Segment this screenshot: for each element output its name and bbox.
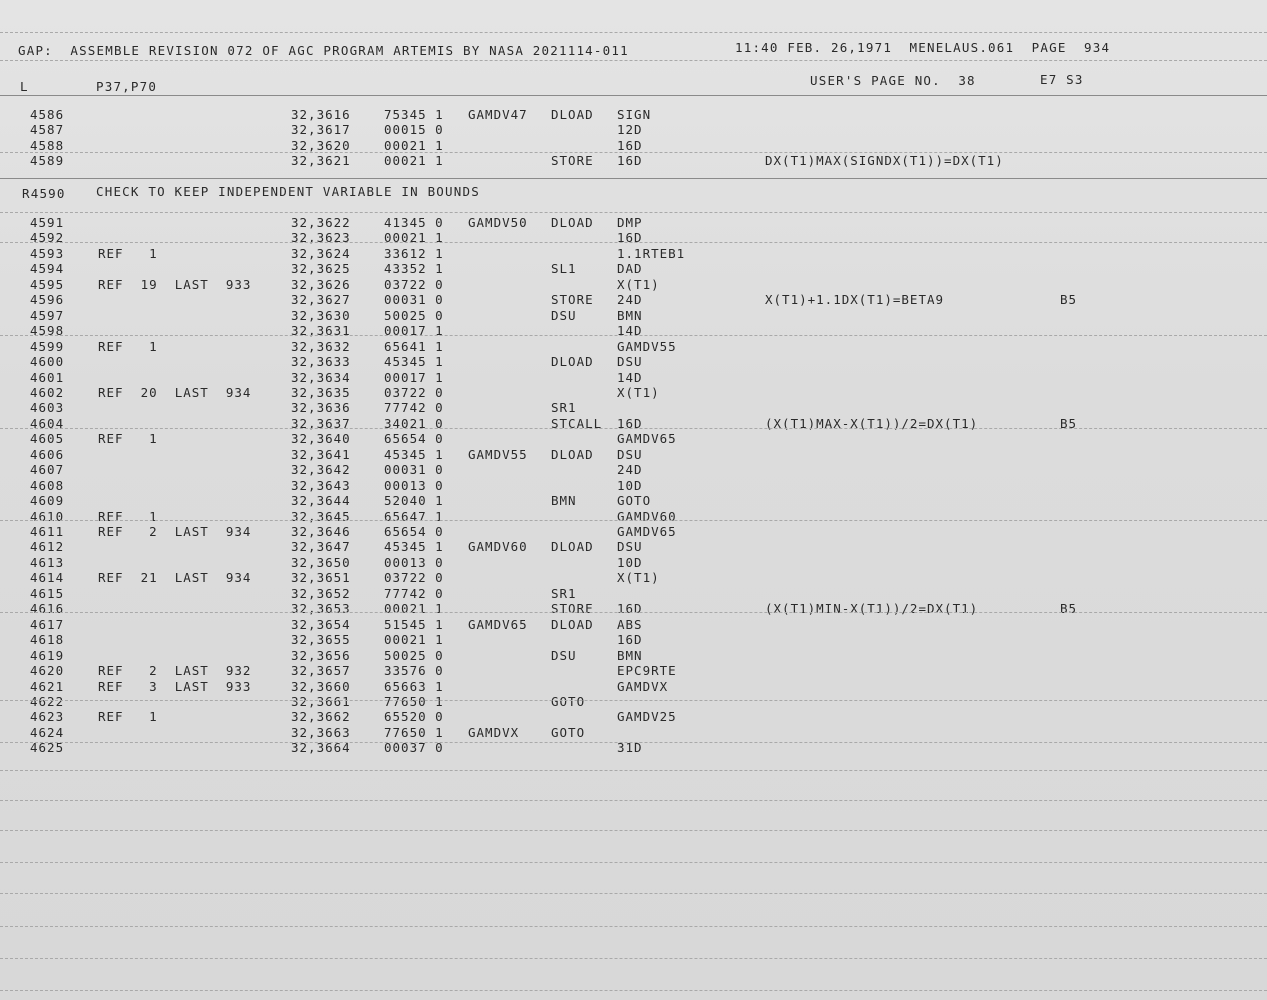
address: 32,3626 (291, 276, 351, 292)
octal-word: 77742 0 (384, 400, 444, 416)
line-number: 4624 (30, 724, 65, 740)
address: 32,3644 (291, 493, 351, 509)
opcode: STORE (551, 152, 594, 168)
listing-row (0, 694, 1267, 709)
line-number: 4608 (30, 477, 65, 493)
address: 32,3651 (291, 570, 351, 586)
octal-word: 00017 1 (384, 323, 444, 339)
address: 32,3657 (291, 663, 351, 679)
octal-word: 77742 0 (384, 585, 444, 601)
listing-row (0, 107, 1267, 122)
listing-row (0, 215, 1267, 230)
flag: B5 (1060, 292, 1078, 308)
comment: DX(T1)MAX(SIGNDX(T1))=DX(T1) (765, 152, 1004, 168)
listing-row (0, 462, 1267, 477)
octal-word: 00013 0 (384, 477, 444, 493)
operand: 14D (617, 323, 643, 339)
operand: 14D (617, 369, 643, 385)
reference: REF 2 LAST 932 (98, 663, 252, 679)
reference: REF 21 LAST 934 (98, 570, 252, 586)
opcode: SR1 (551, 400, 577, 416)
octal-word: 00015 0 (384, 122, 444, 138)
opcode: STORE (551, 292, 594, 308)
comment: (X(T1)MIN-X(T1))/2=DX(T1) (765, 601, 979, 617)
routine-list: P37,P70 (96, 79, 158, 94)
reference: REF 20 LAST 934 (98, 384, 252, 400)
ruling-line (0, 800, 1267, 801)
octal-word: 77650 1 (384, 693, 444, 709)
ruling-line (0, 32, 1267, 33)
address: 32,3645 (291, 508, 351, 524)
address: 32,3620 (291, 137, 351, 153)
flag: B5 (1060, 601, 1078, 617)
operand: X(T1) (617, 384, 660, 400)
line-number: 4607 (30, 462, 65, 478)
ruling-line (0, 612, 1267, 613)
reference: REF 1 (98, 709, 158, 725)
address: 32,3653 (291, 601, 351, 617)
address: 32,3624 (291, 245, 351, 261)
address: 32,3655 (291, 632, 351, 648)
address: 32,3650 (291, 554, 351, 570)
line-number: 4611 (30, 524, 65, 539)
line-number: 4586 (30, 107, 65, 122)
operand: BMN (617, 307, 643, 323)
octal-word: 00013 0 (384, 554, 444, 570)
opcode: STORE (551, 601, 594, 617)
octal-word: 03722 0 (384, 570, 444, 586)
octal-word: 50025 0 (384, 647, 444, 663)
octal-word: 45345 1 (384, 539, 444, 555)
reference: REF 3 LAST 933 (98, 678, 252, 694)
address: 32,3631 (291, 323, 351, 339)
listing-row (0, 509, 1267, 524)
octal-word: 00021 1 (384, 632, 444, 648)
octal-word: 00021 1 (384, 152, 444, 168)
line-number: 4618 (30, 632, 65, 648)
address: 32,3637 (291, 415, 351, 431)
listing-row (0, 292, 1267, 307)
octal-word: 03722 0 (384, 384, 444, 400)
address: 32,3630 (291, 307, 351, 323)
octal-word: 41345 0 (384, 215, 444, 230)
ruling-line (0, 428, 1267, 429)
listing-row (0, 493, 1267, 508)
operand: GAMDV25 (617, 709, 677, 725)
address: 32,3641 (291, 446, 351, 462)
line-number: 4616 (30, 601, 65, 617)
octal-word: 45345 1 (384, 446, 444, 462)
line-number: 4595 (30, 276, 65, 292)
operand: GOTO (617, 493, 652, 509)
line-number: 4594 (30, 261, 65, 277)
operand: 16D (617, 415, 643, 431)
listing-row (0, 138, 1267, 153)
ruling-line (0, 520, 1267, 521)
line-number: 4610 (30, 508, 65, 524)
operand: X(T1) (617, 276, 660, 292)
address: 32,3632 (291, 338, 351, 354)
operand: 16D (617, 601, 643, 617)
operand: GAMDV65 (617, 524, 677, 539)
address: 32,3627 (291, 292, 351, 308)
address: 32,3625 (291, 261, 351, 277)
address: 32,3660 (291, 678, 351, 694)
octal-word: 00021 1 (384, 137, 444, 153)
listing-row (0, 153, 1267, 168)
listing-row (0, 570, 1267, 585)
octal-word: 65520 0 (384, 709, 444, 725)
line-number: 4609 (30, 493, 65, 509)
operand: DMP (617, 215, 643, 230)
address: 32,3635 (291, 384, 351, 400)
operand: 16D (617, 152, 643, 168)
octal-word: 33576 0 (384, 663, 444, 679)
listing-row (0, 632, 1267, 647)
line-number: 4599 (30, 338, 65, 354)
line-number: 4614 (30, 570, 65, 586)
address: 32,3623 (291, 230, 351, 246)
section-ref: R4590 (22, 186, 66, 201)
ruling-line (0, 152, 1267, 153)
listing-row (0, 308, 1267, 323)
line-number: 4593 (30, 245, 65, 261)
ruling-line (0, 862, 1267, 863)
section-title: CHECK TO KEEP INDEPENDENT VARIABLE IN BOUNDS (96, 184, 480, 199)
octal-word: 65663 1 (384, 678, 444, 694)
listing-row (0, 617, 1267, 632)
line-number: 4612 (30, 539, 65, 555)
octal-word: 65647 1 (384, 508, 444, 524)
line-number: 4587 (30, 122, 65, 138)
line-number: 4620 (30, 663, 65, 679)
listing-row (0, 370, 1267, 385)
listing-row (0, 431, 1267, 446)
ruling-line (0, 212, 1267, 213)
operand: EPC9RTE (617, 663, 677, 679)
ruling-line (0, 700, 1267, 701)
line-number: 4617 (30, 616, 65, 632)
opcode: SR1 (551, 585, 577, 601)
operand: 10D (617, 477, 643, 493)
operand: 31D (617, 740, 643, 756)
line-number: 4603 (30, 400, 65, 416)
ruling-line (0, 990, 1267, 991)
line-number: 4596 (30, 292, 65, 308)
reference: REF 1 (98, 245, 158, 261)
opcode: DLOAD (551, 616, 594, 632)
address: 32,3643 (291, 477, 351, 493)
reference: REF 1 (98, 338, 158, 354)
line-number: 4588 (30, 137, 65, 153)
line-number: 4606 (30, 446, 65, 462)
octal-word: 00031 0 (384, 292, 444, 308)
line-number: 4592 (30, 230, 65, 246)
address: 32,3636 (291, 400, 351, 416)
octal-word: 65654 0 (384, 431, 444, 447)
address: 32,3622 (291, 215, 351, 230)
address: 32,3663 (291, 724, 351, 740)
line-number: 4621 (30, 678, 65, 694)
operand: GAMDV55 (617, 338, 677, 354)
address: 32,3642 (291, 462, 351, 478)
comment: (X(T1)MAX-X(T1))/2=DX(T1) (765, 415, 979, 431)
line-number: 4600 (30, 354, 65, 370)
address: 32,3616 (291, 107, 351, 122)
opcode: DSU (551, 647, 577, 663)
operand: 10D (617, 554, 643, 570)
listing-row (0, 261, 1267, 276)
listing-row (0, 601, 1267, 616)
ruling-line (0, 770, 1267, 771)
line-number: 4591 (30, 215, 65, 230)
operand: 16D (617, 137, 643, 153)
line-number: 4604 (30, 415, 65, 431)
line-number: 4625 (30, 740, 65, 756)
opcode: DLOAD (551, 354, 594, 370)
octal-word: 00021 1 (384, 230, 444, 246)
opcode: SL1 (551, 261, 577, 277)
opcode: DLOAD (551, 215, 594, 230)
left-code: L (20, 79, 29, 94)
listing-row (0, 447, 1267, 462)
octal-word: 00037 0 (384, 740, 444, 756)
line-number: 4615 (30, 585, 65, 601)
octal-word: 00021 1 (384, 601, 444, 617)
octal-word: 00031 0 (384, 462, 444, 478)
line-number: 4598 (30, 323, 65, 339)
address: 32,3633 (291, 354, 351, 370)
ruling-line (0, 242, 1267, 243)
address: 32,3662 (291, 709, 351, 725)
line-number: 4589 (30, 152, 65, 168)
address: 32,3664 (291, 740, 351, 756)
listing-row (0, 539, 1267, 554)
opcode: BMN (551, 493, 577, 509)
operand: 16D (617, 632, 643, 648)
listing-row (0, 725, 1267, 740)
line-number: 4619 (30, 647, 65, 663)
listing-row (0, 709, 1267, 724)
octal-word: 50025 0 (384, 307, 444, 323)
listing-row (0, 663, 1267, 678)
operand: GAMDV60 (617, 508, 677, 524)
opcode: DSU (551, 307, 577, 323)
operand: X(T1) (617, 570, 660, 586)
address: 32,3621 (291, 152, 351, 168)
opcode: DLOAD (551, 446, 594, 462)
octal-word: 65641 1 (384, 338, 444, 354)
opcode: GOTO (551, 693, 586, 709)
line-number: 4622 (30, 693, 65, 709)
listing-row (0, 555, 1267, 570)
label: GAMDV50 (468, 215, 528, 230)
ruling-line (0, 893, 1267, 894)
ruling-line (0, 926, 1267, 927)
line-number: 4613 (30, 554, 65, 570)
label: GAMDV65 (468, 616, 528, 632)
octal-word: 43352 1 (384, 261, 444, 277)
address: 32,3652 (291, 585, 351, 601)
opcode: DLOAD (551, 539, 594, 555)
listing-row (0, 354, 1267, 369)
label: GAMDV47 (468, 107, 528, 122)
reference: REF 2 LAST 934 (98, 524, 252, 539)
ruling-line (0, 830, 1267, 831)
listing-row (0, 339, 1267, 354)
ruling-line (0, 958, 1267, 959)
reference: REF 1 (98, 508, 158, 524)
listing-row (0, 246, 1267, 261)
address: 32,3640 (291, 431, 351, 447)
operand: 24D (617, 462, 643, 478)
e-code: E7 S3 (1040, 72, 1084, 87)
listing-row (0, 648, 1267, 663)
opcode: DLOAD (551, 107, 594, 122)
page-header-right: 11:40 FEB. 26,1971 MENELAUS.061 PAGE 934 (735, 40, 1111, 55)
flag: B5 (1060, 415, 1078, 431)
ruling-line (0, 60, 1267, 61)
listing-row (0, 277, 1267, 292)
octal-word: 34021 0 (384, 415, 444, 431)
listing-row (0, 400, 1267, 415)
user-page-number: USER'S PAGE NO. 38 (810, 73, 976, 88)
listing-row (0, 122, 1267, 137)
line-number: 4623 (30, 709, 65, 725)
reference: REF 19 LAST 933 (98, 276, 252, 292)
operand: DSU (617, 446, 643, 462)
page-header-left: GAP: ASSEMBLE REVISION 072 OF AGC PROGRAM ARTEMIS BY NASA 2021114-011 (18, 43, 629, 58)
ruling-line (0, 335, 1267, 336)
operand: 12D (617, 122, 643, 138)
line-number: 4597 (30, 307, 65, 323)
operand: GAMDV65 (617, 431, 677, 447)
line-number: 4601 (30, 369, 65, 385)
operand: BMN (617, 647, 643, 663)
operand: ABS (617, 616, 643, 632)
address: 32,3654 (291, 616, 351, 632)
octal-word: 75345 1 (384, 107, 444, 122)
opcode: STCALL (551, 415, 603, 431)
address: 32,3634 (291, 369, 351, 385)
address: 32,3661 (291, 693, 351, 709)
operand: DAD (617, 261, 643, 277)
operand: 1.1RTEB1 (617, 245, 686, 261)
operand: SIGN (617, 107, 652, 122)
address: 32,3646 (291, 524, 351, 539)
octal-word: 65654 0 (384, 524, 444, 539)
listing-row (0, 230, 1267, 245)
line-number: 4605 (30, 431, 65, 447)
label: GAMDVX (468, 724, 520, 740)
octal-word: 33612 1 (384, 245, 444, 261)
address: 32,3617 (291, 122, 351, 138)
operand: 24D (617, 292, 643, 308)
address: 32,3656 (291, 647, 351, 663)
label: GAMDV60 (468, 539, 528, 555)
listing-row (0, 478, 1267, 493)
reference: REF 1 (98, 431, 158, 447)
octal-word: 52040 1 (384, 493, 444, 509)
opcode: GOTO (551, 724, 586, 740)
octal-word: 45345 1 (384, 354, 444, 370)
operand: DSU (617, 354, 643, 370)
octal-word: 51545 1 (384, 616, 444, 632)
listing-row (0, 524, 1267, 539)
operand: GAMDVX (617, 678, 669, 694)
octal-word: 03722 0 (384, 276, 444, 292)
listing-row (0, 385, 1267, 400)
label: GAMDV55 (468, 446, 528, 462)
operand: DSU (617, 539, 643, 555)
comment: X(T1)+1.1DX(T1)=BETA9 (765, 292, 945, 308)
line-number: 4602 (30, 384, 65, 400)
ruling-line (0, 95, 1267, 96)
ruling-line (0, 178, 1267, 179)
listing-row (0, 679, 1267, 694)
octal-word: 00017 1 (384, 369, 444, 385)
octal-word: 77650 1 (384, 724, 444, 740)
listing-row (0, 586, 1267, 601)
ruling-line (0, 742, 1267, 743)
address: 32,3647 (291, 539, 351, 555)
operand: 16D (617, 230, 643, 246)
